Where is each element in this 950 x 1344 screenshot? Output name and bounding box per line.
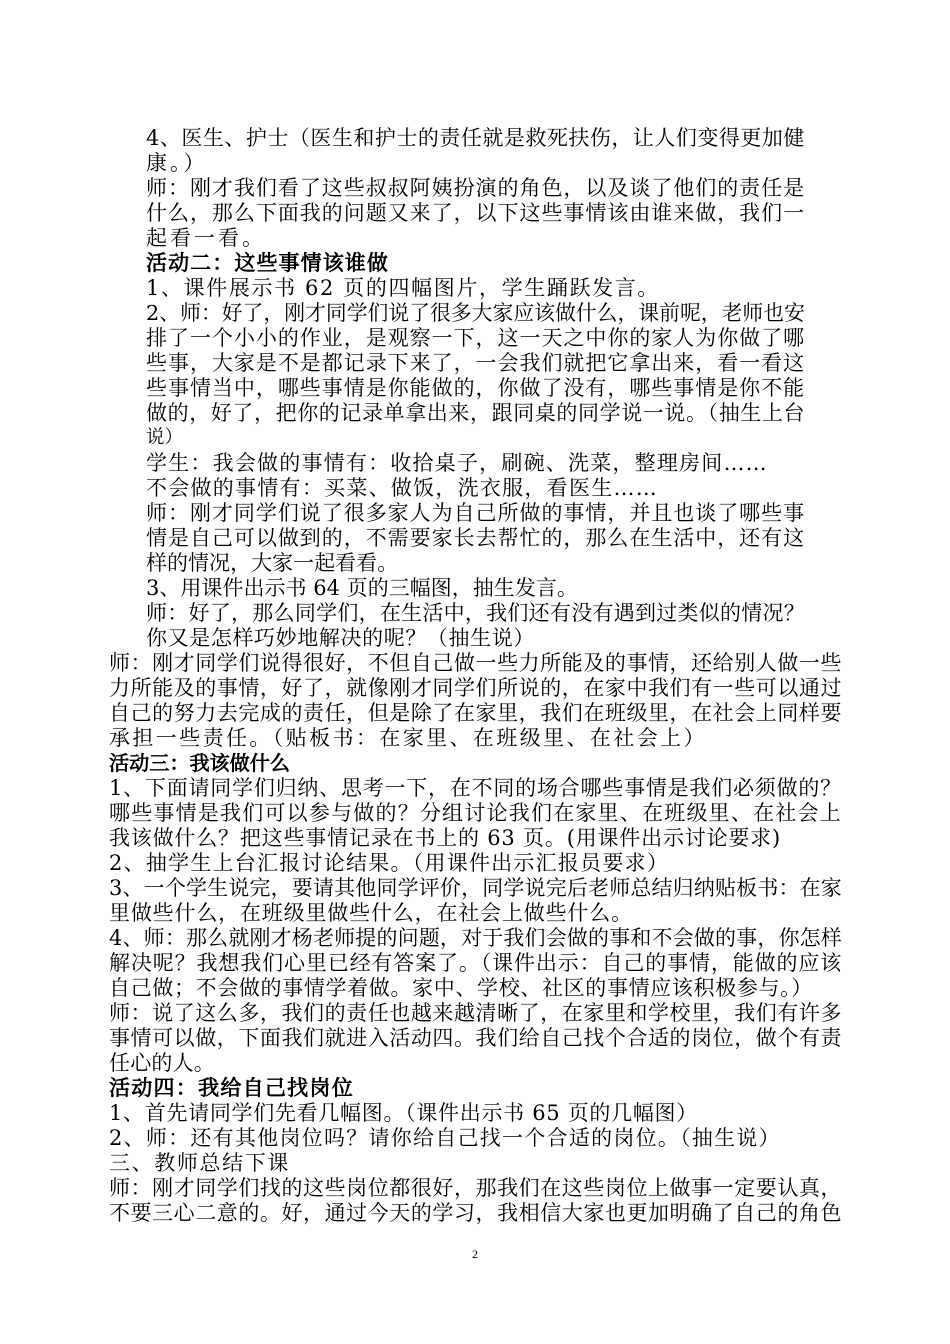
text-line: 3、用课件出示书 64 页的三幅图，抽生发言。 bbox=[146, 576, 578, 600]
text-line: 2、师：还有其他岗位吗？请你给自己找一个合适的岗位。（抽生说） bbox=[109, 1126, 781, 1150]
section-heading: 活动四：我给自己找岗位 bbox=[109, 1076, 354, 1100]
text-line: 1、首先请同学们先看几幅图。（课件出示书 65 页的几幅图） bbox=[109, 1101, 698, 1125]
text-line: 师：刚才我们看了这些叔叔阿姨扮演的角色，以及谈了他们的责任是 bbox=[146, 176, 806, 200]
text-line: 力所能及的事情，好了，就像刚才同学们所说的，在家中我们有一些可以通过 bbox=[109, 676, 843, 700]
text-line: 三、教师总结下课 bbox=[109, 1151, 291, 1175]
text-line: 师：刚才同学们找的这些岗位都很好，那我们在这些岗位上做事一定要认真， bbox=[109, 1176, 843, 1200]
text-line: 哪些事情是我们可以参与做的？分组讨论我们在家里、在班级里、在社会上 bbox=[109, 801, 842, 825]
text-line: 解决呢？我想我们心里已经有答案了。（课件出示：自己的事情，能做的应该 bbox=[109, 951, 843, 975]
page-number: 2 bbox=[472, 1247, 478, 1261]
text-line: 师：刚才同学们说得很好，不但自己做一些力所能及的事情，还给别人做一些 bbox=[109, 651, 843, 675]
text-line: 承担一些责任。（贴板书：在家里、在班级里、在社会上） bbox=[109, 726, 707, 750]
text-line: 3、一个学生说完，要请其他同学评价，同学说完后老师总结归纳贴板书：在家 bbox=[109, 876, 842, 900]
text-line: 你又是怎样巧妙地解决的呢？（抽生说） bbox=[146, 626, 535, 650]
text-line: 学生：我会做的事情有：收拾桌子，刷碗、洗菜，整理房间…… bbox=[146, 451, 768, 475]
text-line: 2、师：好了，刚才同学们说了很多大家应该做什么，课前呢，老师也安 bbox=[146, 301, 805, 325]
text-line: 4、师：那么就刚才杨老师提的问题，对于我们会做的事和不会做的事，你怎样 bbox=[109, 926, 842, 950]
text-line: 起看一看。 bbox=[146, 226, 266, 250]
text-line: 些事，大家是不是都记录下来了，一会我们就把它拿出来，看一看这 bbox=[146, 351, 806, 375]
text-line: 说） bbox=[146, 427, 184, 448]
text-line: 任心的人。 bbox=[109, 1051, 215, 1075]
text-line: 4、医生、护士（医生和护士的责任就是救死扶伤，让人们变得更加健 bbox=[146, 126, 805, 150]
text-line: 情是自己可以做到的，不需要家长去帮忙的，那么在生活中，还有这 bbox=[146, 526, 806, 550]
text-line: 些事情当中，哪些事情是你能做的，你做了没有，哪些事情是你不能 bbox=[146, 376, 806, 400]
text-line: 里做些什么，在班级里做些什么，在社会上做些什么。 bbox=[109, 901, 633, 925]
text-line: 不会做的事情有：买菜、做饭，洗衣服，看医生…… bbox=[146, 476, 658, 500]
text-line: 自己的努力去完成的责任，但是除了在家里，我们在班级里，在社会上同样要 bbox=[109, 701, 843, 725]
text-line: 做的，好了，把你的记录单拿出来，跟同桌的同学说一说。（抽生上台 bbox=[146, 401, 806, 425]
text-line: 康。） bbox=[146, 151, 208, 175]
text-line: 排了一个小小的作业，是观察一下，这一天之中你的家人为你做了哪 bbox=[146, 326, 806, 350]
section-heading: 活动三：我该做什么 bbox=[109, 751, 290, 775]
text-line: 1、下面请同学们归纳、思考一下，在不同的场合哪些事情是我们必须做的？ bbox=[109, 776, 842, 800]
text-line: 不要三心二意的。好，通过今天的学习，我相信大家也更加明确了自己的角色 bbox=[109, 1201, 843, 1225]
text-line: 我该做什么？把这些事情记录在书上的 63 页。(用课件出示讨论要求) bbox=[109, 826, 781, 850]
text-line: 1、课件展示书 62 页的四幅图片，学生踊跃发言。 bbox=[146, 276, 660, 300]
section-heading: 活动二：这些事情该谁做 bbox=[146, 251, 389, 275]
text-line: 样的情况，大家一起看看。 bbox=[146, 551, 399, 575]
text-line: 师：好了，那么同学们，在生活中，我们还有没有遇到过类似的情况？ bbox=[146, 601, 806, 625]
text-line: 什么，那么下面我的问题又来了，以下这些事情该由谁来做，我们一 bbox=[146, 201, 806, 225]
text-line: 事情可以做，下面我们就进入活动四。我们给自己找个合适的岗位，做个有责 bbox=[109, 1026, 843, 1050]
text-line: 2、抽学生上台汇报讨论结果。（用课件出示汇报员要求） bbox=[109, 851, 670, 875]
text-line: 师：刚才同学们说了很多家人为自己所做的事情，并且也谈了哪些事 bbox=[146, 501, 806, 525]
text-line: 自己做；不会做的事情学着做。家中、学校、社区的事情应该积极参与。） bbox=[109, 976, 813, 1000]
text-line: 师：说了这么多，我们的责任也越来越清晰了，在家里和学校里，我们有许多 bbox=[109, 1001, 843, 1025]
